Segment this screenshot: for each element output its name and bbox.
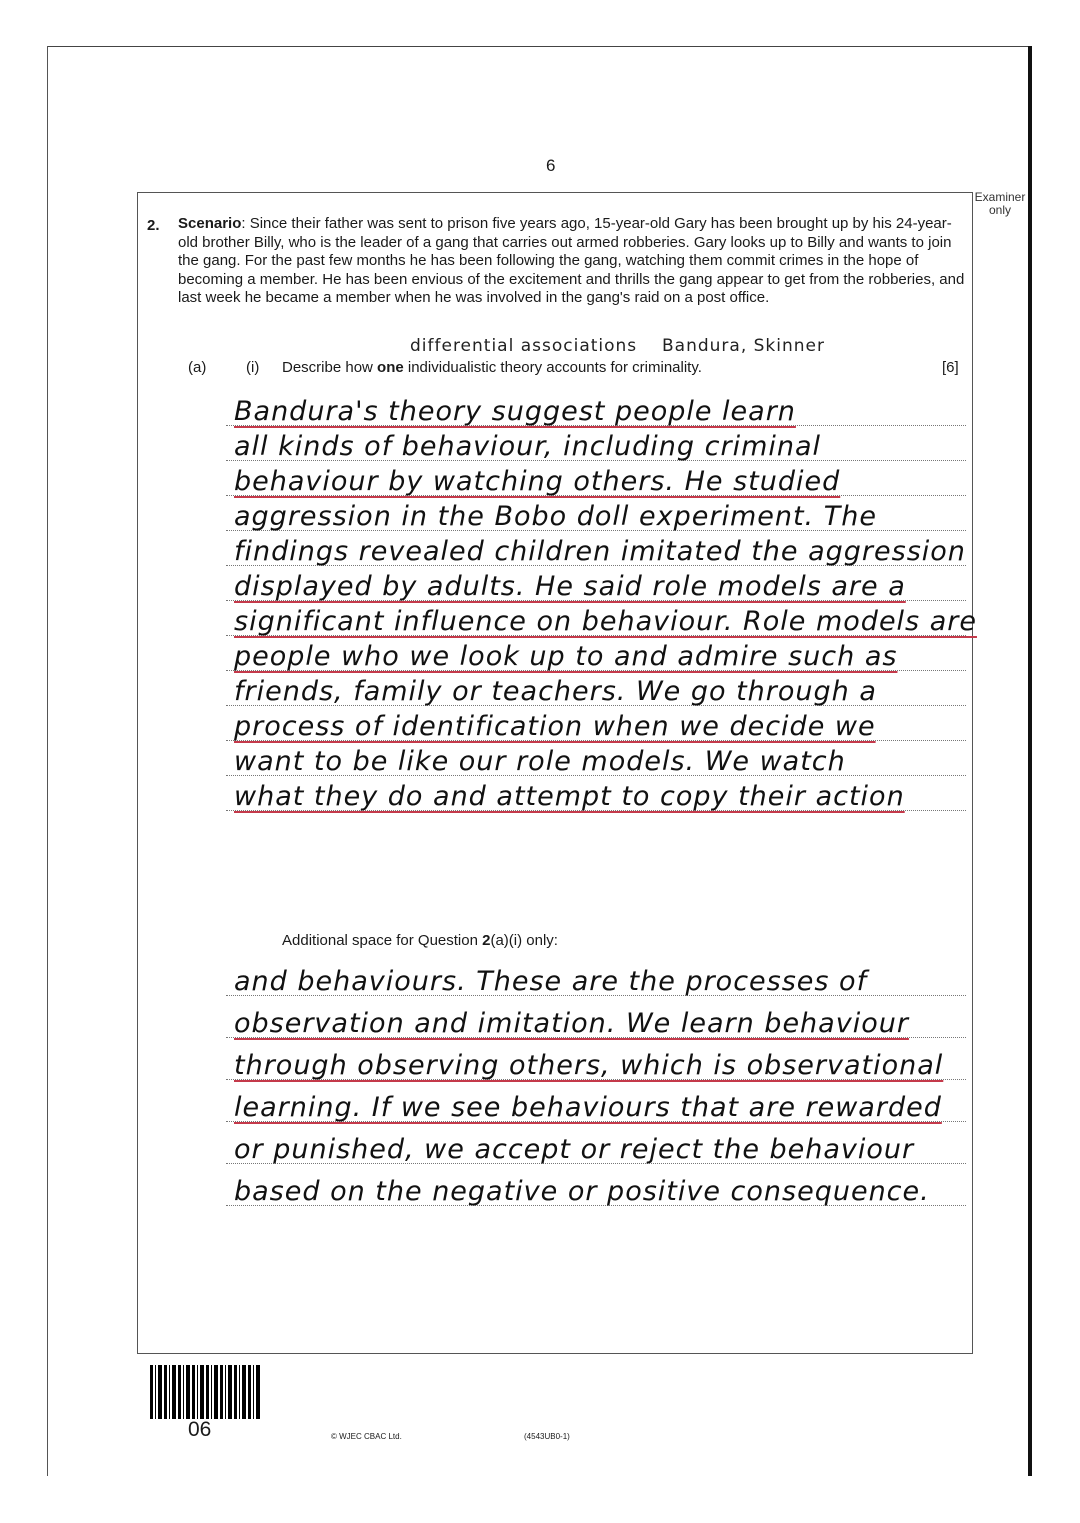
barcode [150,1365,260,1419]
answer-line [226,565,966,601]
marks-label: [6] [942,359,959,376]
scan-frame-right [1028,46,1032,1476]
handwritten-text: friends, family or teachers. We go through a [234,676,877,707]
answer-line [226,390,966,426]
handwritten-text: displayed by adults. He said role models are a [234,571,906,602]
handwritten-annotation-right: Bandura, Skinner [662,336,825,356]
paper-code: (4543UB0-1) [524,1432,570,1441]
prompt-pre: Describe how [282,359,378,376]
answer-line [226,960,966,996]
answer-line [226,1128,966,1164]
scan-frame-top [48,46,1032,47]
scan-frame-left [47,46,48,1476]
handwritten-text: Bandura's theory suggest people learn [234,396,796,427]
answer-line [226,705,966,741]
examiner-only-label: Examiner only [974,190,1026,217]
answer-line [226,1086,966,1122]
handwritten-text: learning. If we see behaviours that are rewarded [234,1092,942,1123]
additional-pre: Additional space for Question [282,932,483,949]
answer-line [226,670,966,706]
question-prompt [282,359,702,376]
handwritten-text: process of identification when we decide we [234,711,876,742]
handwritten-text: through observing others, which is observational [234,1050,944,1081]
answer-line [226,740,966,776]
handwritten-text: significant influence on behaviour. Role models are [234,606,977,637]
handwritten-text: based on the negative or positive consequence. [234,1176,930,1207]
answer-line [226,425,966,461]
answer-line [226,775,966,811]
additional-space-label [282,932,558,949]
part-a-label: (a) [188,359,207,376]
answer-line [226,1170,966,1206]
handwritten-annotation-left: differential associations [410,336,638,356]
answer-line [226,1044,966,1080]
handwritten-text: behaviour by watching others. He studied [234,466,841,497]
scenario-label: Scenario [178,215,242,232]
handwritten-text: and behaviours. These are the processes of [234,966,868,997]
handwritten-text: what they do and attempt to copy their action [234,781,905,812]
answer-line [226,495,966,531]
answer-line [226,1002,966,1038]
handwritten-text: findings revealed children imitated the aggression [234,536,966,567]
handwritten-text: want to be like our role models. We watch [234,746,846,777]
answer-line [226,635,966,671]
scenario-body: : Since their father was sent to prison five years ago, 15-year-old Gary has been brought up by his 24-year-old brother Billy, who is the leader of a gang that carries out armed robberies. Gary looks up to Billy and wants to join the gang. For the past few months he has been following the gang, watching them commit crimes in the hope of becoming a member. He has been envious of the excitement and thrills the gang appear to get from the robberies, and last week he became a member when he was involved in the gang's raid on a post office. [178,215,965,307]
additional-bold: 2 [482,932,491,949]
handwritten-text: all kinds of behaviour, including criminal [234,431,822,462]
handwritten-text: observation and imitation. We learn behaviour [234,1008,909,1039]
prompt-post: individualistic theory accounts for criminality. [403,359,702,376]
copyright: © WJEC CBAC Ltd. [331,1432,402,1441]
answer-line [226,460,966,496]
part-i-label: (i) [246,359,260,376]
barcode-number: 06 [188,1418,212,1441]
handwritten-text: aggression in the Bobo doll experiment. The [234,501,877,532]
question-number: 2. [147,217,160,234]
handwritten-text: people who we look up to and admire such as [234,641,898,672]
scenario-text [178,215,968,308]
additional-post: (a)(i) only: [490,932,558,949]
answer-line [226,530,966,566]
prompt-bold: one [377,359,404,376]
handwritten-text: or punished, we accept or reject the behaviour [234,1134,915,1165]
page-number: 6 [546,156,556,175]
answer-line [226,600,977,637]
